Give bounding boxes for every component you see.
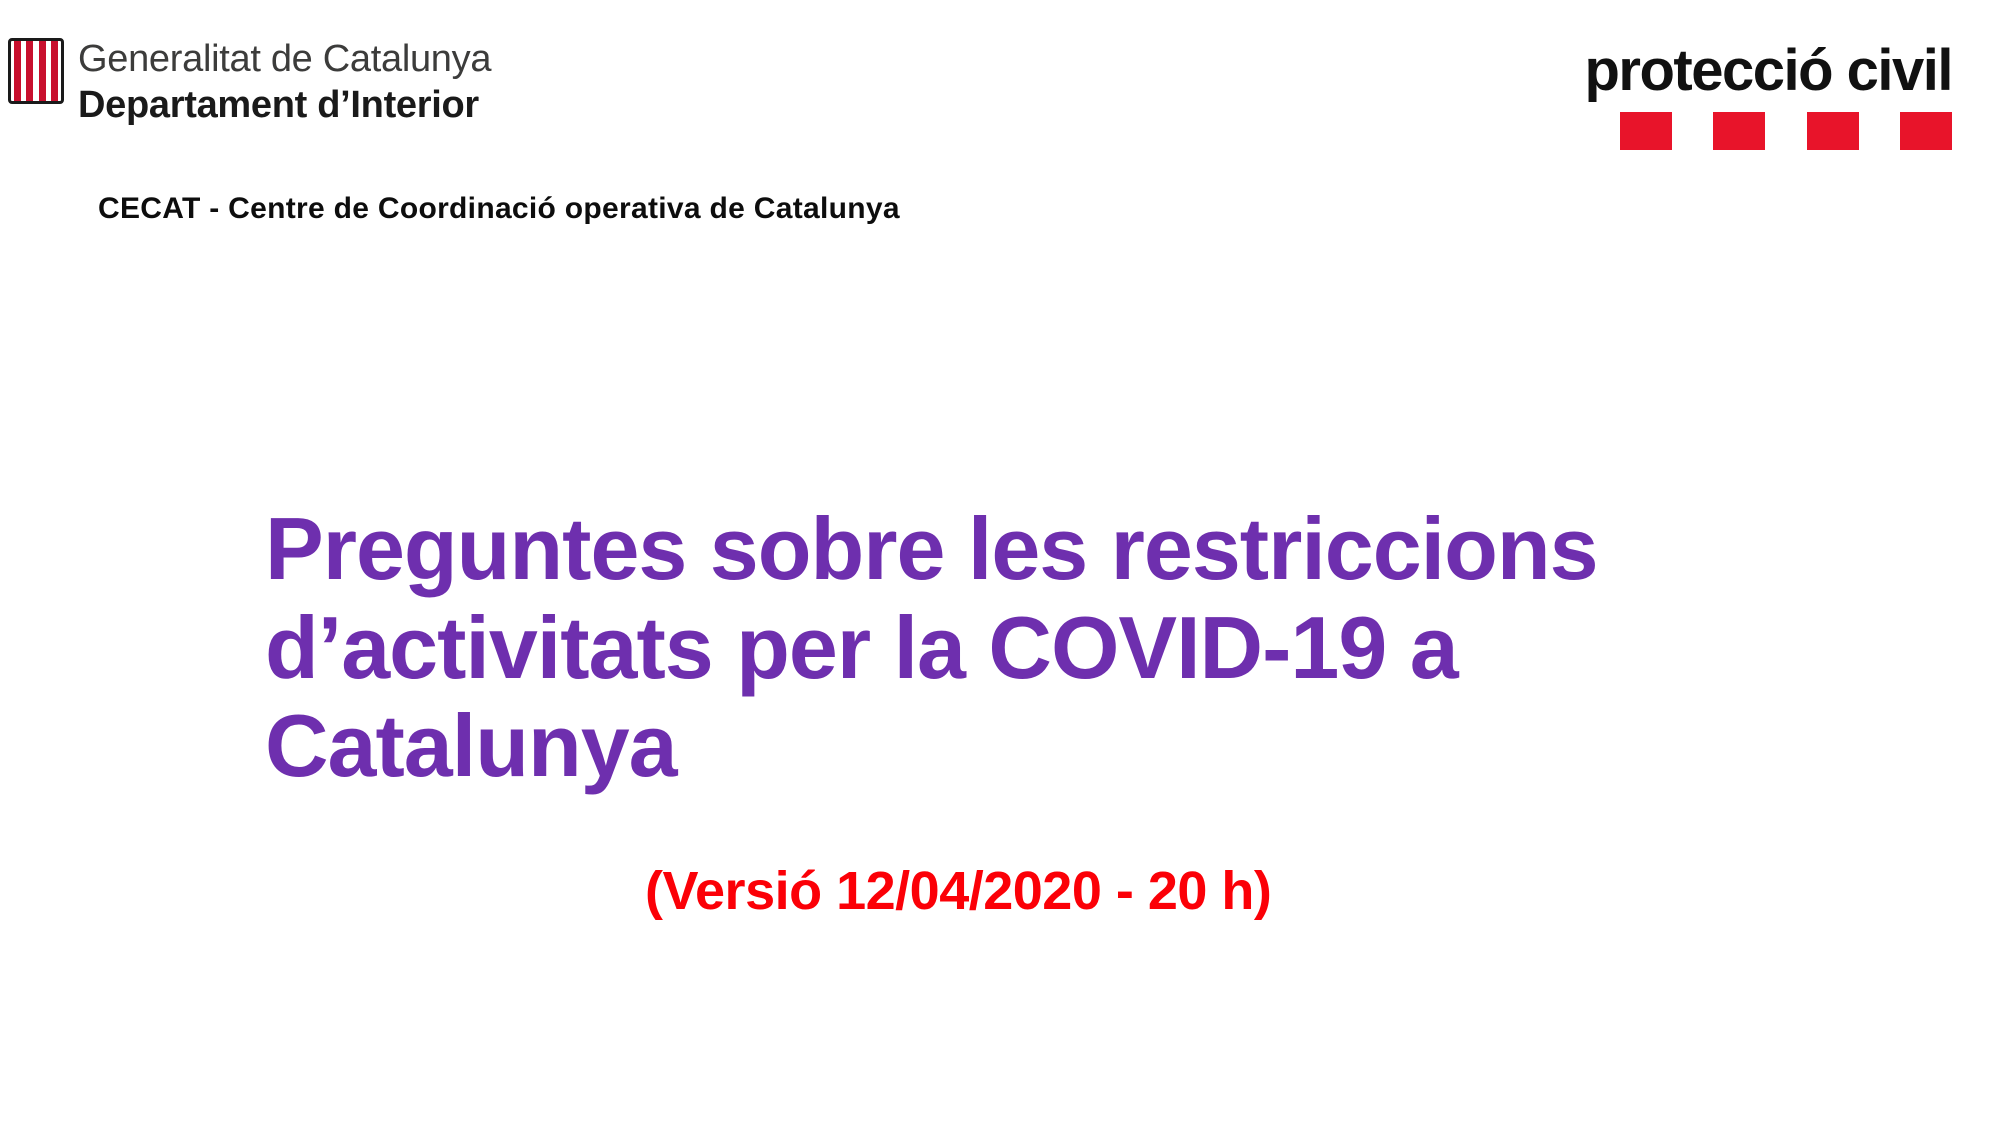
red-square-2 [1713, 112, 1765, 150]
red-square-1 [1620, 112, 1672, 150]
proteccio-civil-squares [1620, 112, 1952, 150]
slide-header [0, 0, 2000, 250]
red-square-4 [1900, 112, 1952, 150]
proteccio-civil-logo [1522, 38, 1952, 150]
generalitat-logo [8, 38, 491, 124]
shield-stripes [11, 41, 61, 101]
version-subtitle: (Versió 12/04/2020 - 20 h) [645, 860, 1272, 921]
unit-subtitle: CECAT - Centre de Coordinació operativa de Catalunya [98, 192, 900, 225]
organization-name: Generalitat de Catalunya [78, 38, 492, 80]
catalonia-shield-icon [8, 38, 64, 104]
department-name: Departament d’Interior [78, 84, 479, 126]
red-square-3 [1807, 112, 1859, 150]
bottom-strip [0, 1119, 2000, 1125]
generalitat-logo-text [78, 38, 491, 124]
page-title: Preguntes sobre les restriccions d’activitats per la COVID-19 a Catalunya [265, 499, 1598, 796]
title-block [265, 500, 1785, 922]
proteccio-civil-wordmark: protecció civil [1584, 38, 1952, 103]
